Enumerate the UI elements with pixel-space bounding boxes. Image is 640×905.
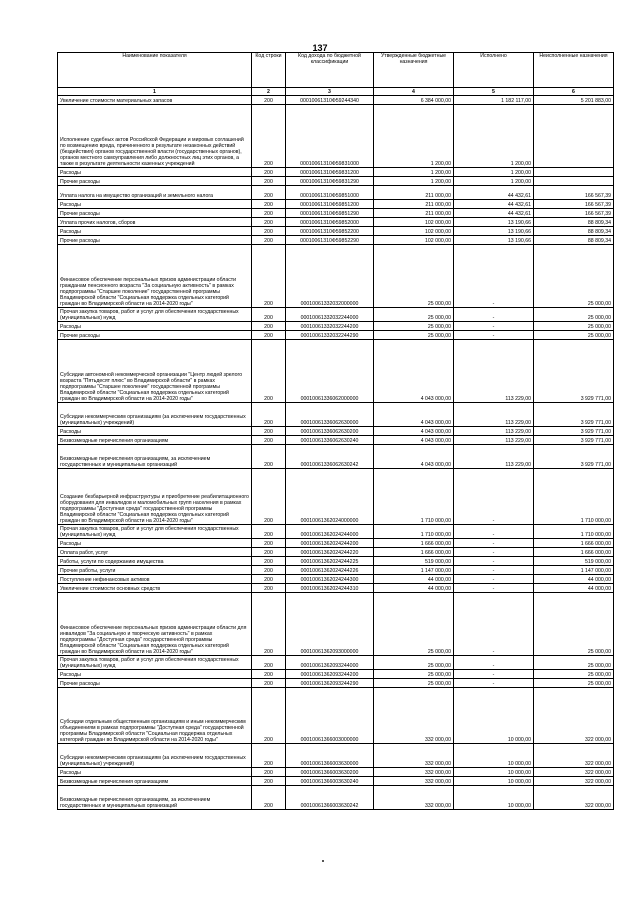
table-row [58,525,614,539]
row-executed: 44 432,61 [454,200,534,209]
table-row [58,177,614,186]
table-row [58,308,614,322]
row-code: 200 [252,557,286,566]
budget-execution-table [57,52,614,810]
row-executed: 10 000,00 [454,688,534,744]
row-executed: 10 000,00 [454,744,534,768]
row-executed: 113 229,00 [454,340,534,403]
row-kbk: 00010061310Ф59831000 [286,105,374,168]
row-code: 200 [252,105,286,168]
row-approved: 25 000,00 [374,656,454,670]
column-number: 6 [534,88,614,96]
row-executed: 113 229,00 [454,445,534,469]
header-row [58,53,614,88]
row-unexecuted: 322 000,00 [534,688,614,744]
row-name: Прочая закупка товаров, работ и услуг для обеспечения государственных (муниципальных) нужд [58,525,252,539]
row-kbk: 00010061366003630242 [286,786,374,810]
row-code: 200 [252,227,286,236]
row-unexecuted: 25 000,00 [534,670,614,679]
table-row [58,670,614,679]
table-row [58,227,614,236]
column-number: 3 [286,88,374,96]
row-code: 200 [252,445,286,469]
row-name: Субсидии некоммерческим организациям (за исключением государственных (муниципальных) учреждений) [58,403,252,427]
row-unexecuted: 25 000,00 [534,308,614,322]
row-executed: 113 229,00 [454,427,534,436]
row-approved: 4 043 000,00 [374,445,454,469]
row-unexecuted: 3 929 771,00 [534,436,614,445]
row-kbk: 00010061332032244000 [286,308,374,322]
row-approved: 25 000,00 [374,331,454,340]
row-unexecuted: 25 000,00 [534,322,614,331]
table-row [58,427,614,436]
row-kbk: 00010061332032244290 [286,331,374,340]
table-row [58,786,614,810]
row-kbk: 00010061366003630000 [286,744,374,768]
row-code: 200 [252,525,286,539]
row-approved: 1 666 000,00 [374,539,454,548]
row-unexecuted: 25 000,00 [534,331,614,340]
row-kbk: 00010061310Ф59852000 [286,218,374,227]
header-approved: Утвержденные бюджетные назначения [374,53,454,88]
row-approved: 1 147 000,00 [374,566,454,575]
row-code: 200 [252,96,286,105]
row-code: 200 [252,566,286,575]
row-unexecuted: 88 809,34 [534,227,614,236]
row-code: 200 [252,744,286,768]
row-unexecuted: 1 147 000,00 [534,566,614,575]
row-unexecuted: 1 666 000,00 [534,539,614,548]
row-kbk: 00010061362093244290 [286,679,374,688]
row-executed: 1 200,00 [454,168,534,177]
row-kbk: 00010061362093000000 [286,593,374,656]
row-kbk: 00010061362024244200 [286,539,374,548]
row-name: Прочая закупка товаров, работ и услуг для обеспечения государственных (муниципальных) нужд [58,656,252,670]
row-kbk: 00010061336062630200 [286,427,374,436]
row-kbk: 00010061336062630000 [286,403,374,427]
row-name: Поступление нефинансовых активов [58,575,252,584]
row-executed: - [454,679,534,688]
row-kbk: 00010061336062630240 [286,436,374,445]
row-code: 200 [252,584,286,593]
row-code: 200 [252,575,286,584]
row-approved: 25 000,00 [374,679,454,688]
header-unexecuted: Неисполненные назначения [534,53,614,88]
table-row [58,744,614,768]
row-kbk: 00010061336062630242 [286,445,374,469]
header-code: Код строки [252,53,286,88]
row-approved: 332 000,00 [374,786,454,810]
row-code: 200 [252,539,286,548]
table-row [58,768,614,777]
row-executed: 1 200,00 [454,105,534,168]
row-executed: - [454,308,534,322]
row-executed: - [454,322,534,331]
row-kbk: 00010061366003630240 [286,777,374,786]
row-approved: 1 710 000,00 [374,525,454,539]
column-number-row [58,88,614,96]
row-approved: 1 666 000,00 [374,548,454,557]
row-unexecuted: 44 000,00 [534,575,614,584]
row-code: 200 [252,548,286,557]
row-name: Расходы [58,768,252,777]
row-name: Расходы [58,670,252,679]
row-code: 200 [252,168,286,177]
row-code: 200 [252,245,286,308]
row-approved: 44 000,00 [374,584,454,593]
row-unexecuted: 3 929 771,00 [534,427,614,436]
row-unexecuted: 519 000,00 [534,557,614,566]
row-kbk: 00010061336062000000 [286,340,374,403]
row-unexecuted: 166 567,39 [534,186,614,200]
table-row [58,403,614,427]
column-number: 5 [454,88,534,96]
row-approved: 102 000,00 [374,218,454,227]
row-kbk: 00010061362024244310 [286,584,374,593]
row-approved: 211 000,00 [374,186,454,200]
row-kbk: 00010061310Ф59851000 [286,186,374,200]
row-executed: 44 432,61 [454,186,534,200]
table-row [58,539,614,548]
row-unexecuted: 25 000,00 [534,656,614,670]
table-row [58,445,614,469]
row-approved: 25 000,00 [374,322,454,331]
row-approved: 332 000,00 [374,744,454,768]
row-name: Работы, услуги по содержанию имущества [58,557,252,566]
row-code: 200 [252,656,286,670]
row-unexecuted: 1 666 000,00 [534,548,614,557]
row-code: 200 [252,768,286,777]
row-name: Безвозмездные перечисления организациям, за исключением государственных и муниципальных организаций [58,445,252,469]
row-kbk: 00010061362024244226 [286,566,374,575]
row-name: Субсидии отдельным общественным организациям и иным некоммерческим объединениям в рамках подпрограммы "Доступная среда" государственной программы Владимирской области "Социальная поддержка отдельных категорий граждан во Владимирской области на 2014-2020 годы" [58,688,252,744]
row-executed: - [454,469,534,525]
row-unexecuted: 88 809,34 [534,218,614,227]
row-name: Субсидии некоммерческим организациям (за исключением государственных (муниципальных) учреждений) [58,744,252,768]
row-kbk: 00010061310Ф59831290 [286,177,374,186]
row-code: 200 [252,670,286,679]
row-approved: 4 043 000,00 [374,427,454,436]
row-unexecuted: 3 929 771,00 [534,340,614,403]
row-kbk: 00010061310Ф59831200 [286,168,374,177]
row-code: 200 [252,427,286,436]
row-approved: 332 000,00 [374,768,454,777]
row-executed: 13 190,66 [454,227,534,236]
row-kbk: 00010061362024244000 [286,525,374,539]
row-code: 200 [252,688,286,744]
row-code: 200 [252,777,286,786]
row-code: 200 [252,322,286,331]
row-name: Расходы [58,168,252,177]
row-unexecuted: 25 000,00 [534,679,614,688]
row-name: Прочие расходы [58,209,252,218]
row-approved: 4 043 000,00 [374,403,454,427]
row-code: 200 [252,436,286,445]
row-name: Расходы [58,227,252,236]
row-unexecuted: 88 809,34 [534,236,614,245]
row-executed: 44 432,61 [454,209,534,218]
table-row [58,688,614,744]
row-name: Прочие расходы [58,236,252,245]
row-name: Безвозмездные перечисления организациям, за исключением государственных и муниципальных организаций [58,786,252,810]
table-row [58,557,614,566]
table-row [58,186,614,200]
row-name: Прочая закупка товаров, работ и услуг для обеспечения государственных (муниципальных) нужд [58,308,252,322]
table-row [58,209,614,218]
row-approved: 25 000,00 [374,245,454,308]
row-executed: - [454,539,534,548]
table-row [58,584,614,593]
row-code: 200 [252,177,286,186]
row-kbk: 00010061310Ф59244340 [286,96,374,105]
row-approved: 25 000,00 [374,593,454,656]
row-kbk: 00010061310Ф59851200 [286,200,374,209]
row-code: 200 [252,200,286,209]
row-code: 200 [252,331,286,340]
row-kbk: 00010061362024244225 [286,557,374,566]
row-name: Уплата прочих налогов, сборов [58,218,252,227]
row-executed: - [454,575,534,584]
row-name: Увеличение стоимости основных средств [58,584,252,593]
row-executed: - [454,566,534,575]
row-unexecuted [534,105,614,168]
row-unexecuted: 25 000,00 [534,593,614,656]
table-row [58,245,614,308]
table-row [58,548,614,557]
row-name: Субсидии автономной некоммерческой организации "Центр людей зрелого возраста "Пятьдесят плюс" во Владимирской области" в рамках подпрограммы "Старшее поколение" государственной программы Владимирской области "Социальная поддержка отдельных категорий граждан во Владимирской области на 2014-2020 годы" [58,340,252,403]
row-code: 200 [252,218,286,227]
row-unexecuted: 3 929 771,00 [534,445,614,469]
row-executed: - [454,245,534,308]
row-code: 200 [252,469,286,525]
row-executed: - [454,557,534,566]
row-approved: 4 043 000,00 [374,436,454,445]
row-approved: 1 200,00 [374,105,454,168]
table-row [58,593,614,656]
row-code: 200 [252,186,286,200]
row-unexecuted: 166 567,39 [534,209,614,218]
row-kbk: 00010061366003000000 [286,688,374,744]
row-name: Исполнение судебных актов Российской Федерации и мировых соглашений по возмещению вреда, причиненного в результате незаконных действий (бездействия) органов государственной власти (государственных органов), органов местного самоуправления либо должностных лиц этих органов, а также в результате деятельности казенных учреждений [58,105,252,168]
row-kbk: 00010061310Ф59852200 [286,227,374,236]
column-number: 4 [374,88,454,96]
row-name: Прочие работы, услуги [58,566,252,575]
row-unexecuted: 1 710 000,00 [534,469,614,525]
row-executed: - [454,331,534,340]
row-kbk: 00010061362024244220 [286,548,374,557]
row-approved: 1 710 000,00 [374,469,454,525]
row-kbk: 00010061310Ф59852290 [286,236,374,245]
row-executed: 10 000,00 [454,768,534,777]
row-kbk: 00010061362093244000 [286,656,374,670]
row-kbk: 00010061366003630200 [286,768,374,777]
row-unexecuted: 25 000,00 [534,245,614,308]
row-kbk: 00010061332032000000 [286,245,374,308]
row-name: Прочие расходы [58,331,252,340]
table-row [58,236,614,245]
row-approved: 6 384 000,00 [374,96,454,105]
row-approved: 211 000,00 [374,200,454,209]
row-unexecuted [534,177,614,186]
table-row [58,168,614,177]
row-executed: - [454,584,534,593]
row-name: Прочие расходы [58,679,252,688]
row-approved: 102 000,00 [374,236,454,245]
row-approved: 1 200,00 [374,177,454,186]
table-row [58,777,614,786]
row-approved: 4 043 000,00 [374,340,454,403]
scan-speck [322,860,324,862]
row-unexecuted: 322 000,00 [534,744,614,768]
table-row [58,322,614,331]
row-executed: - [454,670,534,679]
header-name: Наименование показателя [58,53,252,88]
row-kbk: 00010061362024244300 [286,575,374,584]
row-executed: 1 200,00 [454,177,534,186]
row-unexecuted: 3 929 771,00 [534,403,614,427]
row-code: 200 [252,403,286,427]
row-executed: 10 000,00 [454,777,534,786]
table-row [58,200,614,209]
row-name: Прочие расходы [58,177,252,186]
row-code: 200 [252,209,286,218]
table-row [58,331,614,340]
row-approved: 25 000,00 [374,670,454,679]
row-approved: 102 000,00 [374,227,454,236]
table-row [58,436,614,445]
row-approved: 519 000,00 [374,557,454,566]
row-name: Расходы [58,200,252,209]
row-name: Безвозмездные перечисления организациям [58,777,252,786]
row-name: Расходы [58,427,252,436]
row-name: Увеличение стоимости материальных запасов [58,96,252,105]
table-row [58,679,614,688]
row-kbk: 00010061362093244200 [286,670,374,679]
row-code: 200 [252,308,286,322]
row-unexecuted: 322 000,00 [534,777,614,786]
row-approved: 1 200,00 [374,168,454,177]
row-name: Расходы [58,539,252,548]
row-executed: 10 000,00 [454,786,534,810]
row-approved: 332 000,00 [374,777,454,786]
row-executed: 113 229,00 [454,403,534,427]
row-executed: - [454,656,534,670]
column-number: 2 [252,88,286,96]
row-name: Уплата налога на имущество организаций и земельного налога [58,186,252,200]
row-kbk: 00010061332032244200 [286,322,374,331]
row-executed: - [454,525,534,539]
row-approved: 332 000,00 [374,688,454,744]
table-row [58,96,614,105]
header-kbk: Код дохода по бюджетной классификации [286,53,374,88]
row-name: Оплата работ, услуг [58,548,252,557]
column-number: 1 [58,88,252,96]
row-code: 200 [252,340,286,403]
row-unexecuted: 44 000,00 [534,584,614,593]
row-unexecuted: 166 567,39 [534,200,614,209]
row-executed: 13 190,66 [454,236,534,245]
row-unexecuted [534,168,614,177]
row-unexecuted: 322 000,00 [534,768,614,777]
table-row [58,469,614,525]
row-executed: - [454,593,534,656]
table-row [58,566,614,575]
row-executed: - [454,548,534,557]
row-name: Финансовое обеспечение персональных призов администрации области для инвалидов "За социальную и творческую активность" в рамках подпрограммы "Доступная среда" государственной программы Владимирской области "Социальная поддержка отдельных категорий граждан во Владимирской области на 2014-2020 годы" [58,593,252,656]
row-code: 200 [252,236,286,245]
row-name: Расходы [58,322,252,331]
row-code: 200 [252,593,286,656]
row-unexecuted: 5 201 883,00 [534,96,614,105]
row-approved: 25 000,00 [374,308,454,322]
row-name: Создание безбарьерной инфраструктуры и приобретение реабилитационного оборудования для инвалидов и маломобильных групп населения в рамках подпрограммы "Доступная среда" государственной программы Владимирской области "Социальная поддержка отдельных категорий граждан во Владимирской области на 2014-2020 годы" [58,469,252,525]
table-row [58,218,614,227]
row-unexecuted: 322 000,00 [534,786,614,810]
row-code: 200 [252,679,286,688]
table-body [58,96,614,810]
page-number: 137 [312,43,328,53]
row-executed: 1 182 117,00 [454,96,534,105]
table-row [58,656,614,670]
row-kbk: 00010061310Ф59851290 [286,209,374,218]
row-name: Финансовое обеспечение персональных призов администрации области гражданам пенсионного возраста "За социальную активность" в рамках подпрограммы "Старшее поколение" государственной программы Владимирской области "Социальная поддержка отдельных категорий граждан во Владимирской области на 2014-2020 годы" [58,245,252,308]
table-row [58,340,614,403]
row-kbk: 00010061362024000000 [286,469,374,525]
row-unexecuted: 1 710 000,00 [534,525,614,539]
row-approved: 211 000,00 [374,209,454,218]
row-executed: 113 229,00 [454,436,534,445]
row-approved: 44 000,00 [374,575,454,584]
table-row [58,575,614,584]
row-executed: 13 190,66 [454,218,534,227]
table-row [58,105,614,168]
row-code: 200 [252,786,286,810]
header-executed: Исполнено [454,53,534,88]
row-name: Безвозмездные перечисления организациям [58,436,252,445]
